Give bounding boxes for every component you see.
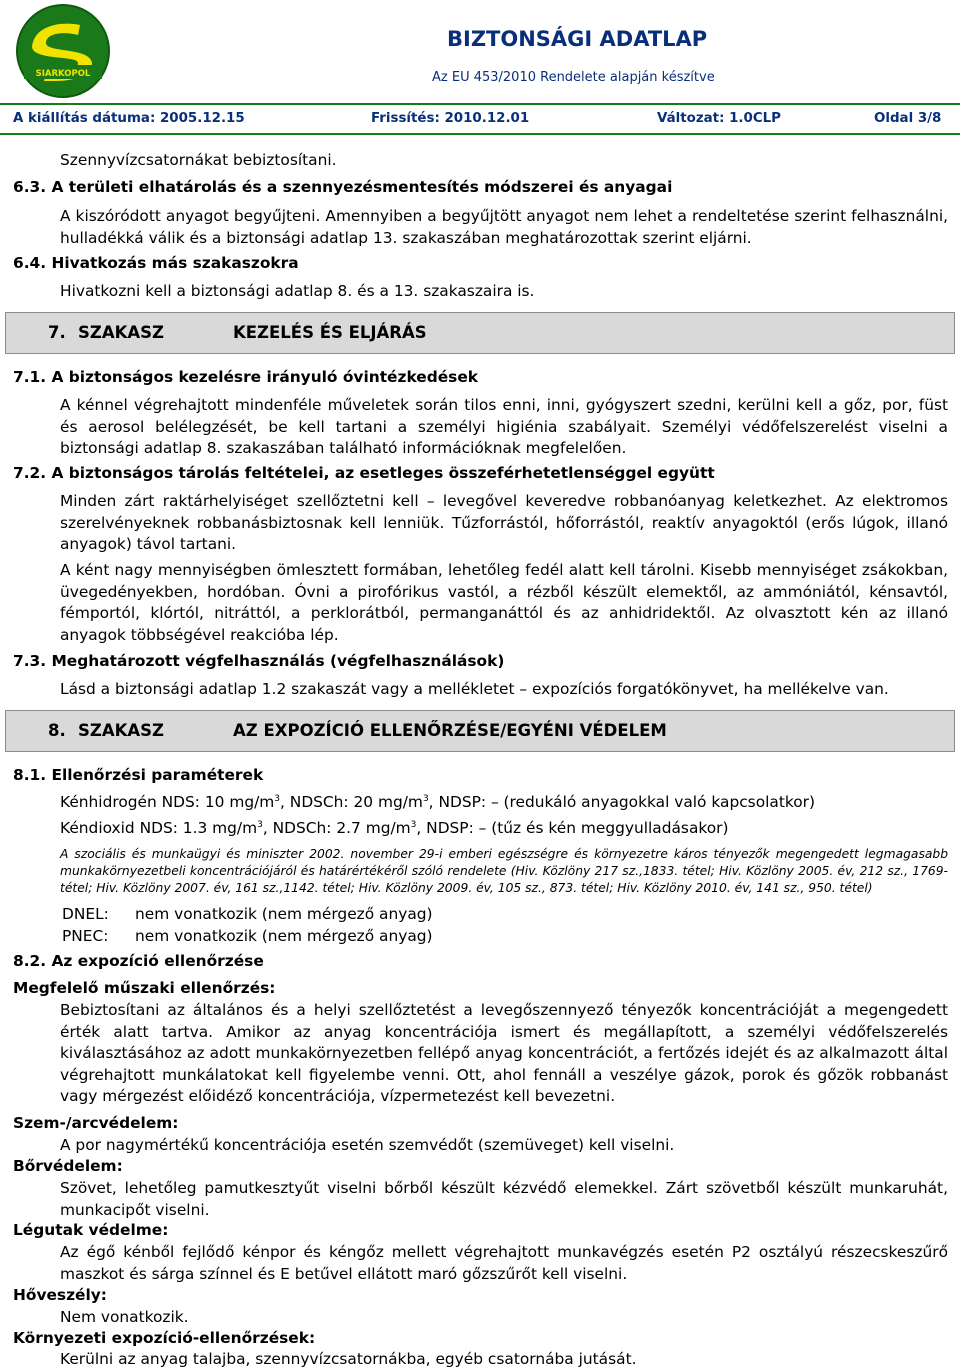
s72-heading: 7.2. A biztonságos tárolás feltételei, az esetleges összeférhetetlenséggel együtt xyxy=(13,464,715,482)
s64-heading: 6.4. Hivatkozás más szakaszokra xyxy=(13,254,299,272)
document-title: BIZTONSÁGI ADATLAP xyxy=(447,27,708,51)
svg-text:SIARKOPOL: SIARKOPOL xyxy=(35,69,91,79)
tech-control-text: Bebiztosítani az általános és a helyi szellőztetést a levegőszennyező tényezők koncentrációját a megengedett érték alatt tartva. Amikor az anyag koncentrációja ismert és megállapított, a személyi védőfelszerelés kiválasztásához az adott munkakörnyezetben fellépő anyag koncentrációt, a fertőzés idejét és az alkalmazott által végrehajtott munkálatokat kell figyelembe venni. Ott, ahol fennáll a veszélye gázok, porok és gőzök robbanást vagy mérgezést előidéző koncentrációja, vízpermetezést kell bevezetni. xyxy=(60,1001,948,1105)
eye-protection-heading: Szem-/arcvédelem: xyxy=(13,1114,179,1132)
section-8-label: SZAKASZ xyxy=(78,721,165,740)
s72-paragraph-1: Minden zárt raktárhelyiséget szellőztetni kell – levegővel keveredve robbanóanyag keletkezhet. Az elektromos szerelvényeknek robbanásbiztosnak kell lenniük. Tűzforrástól, hőforrástól, reaktív anyagoktól (erős lúgok, illanó anyagok) távol tartani. xyxy=(60,492,948,553)
section-7-number: 7. xyxy=(48,323,66,342)
s63-text: A kiszóródott anyagot begyűjteni. Amennyiben a begyűjtött anyagot nem lehet a rendeltetése szerint felhasználni, hulladékká válik és a biztonsági adatlap 13. szakaszában meghatározottak szerint eljárni. xyxy=(60,207,948,247)
section-7-label: SZAKASZ xyxy=(78,323,165,342)
header-divider-top xyxy=(0,103,960,105)
header-divider-bottom xyxy=(0,133,960,135)
pnec-value: nem vonatkozik (nem mérgező anyag) xyxy=(135,927,433,945)
pnec-label: PNEC: xyxy=(62,927,109,945)
company-logo xyxy=(4,3,122,99)
skin-protection-heading: Bőrvédelem: xyxy=(13,1157,123,1175)
issue-date: A kiállítás dátuma: 2005.12.15 xyxy=(13,111,245,126)
section-7-header xyxy=(5,312,955,354)
h2s-limits: Kénhidrogén NDS: 10 $mg/m^3$, NDSCh: 20 $mg/m^3$, NDSP: – (redukáló anyagokkal való kapcsolatkor) xyxy=(60,793,815,811)
tech-control-heading: Megfelelő műszaki ellenőrzés: xyxy=(13,979,276,997)
s6-continued-text: Szennyvízcsatornákat bebiztosítani. xyxy=(60,151,337,169)
env-exposure-text: Kerülni az anyag talajba, szennyvízcsatornákba, egyéb csatornába jutását. xyxy=(60,1350,637,1368)
s73-heading: 7.3. Meghatározott végfelhasználás (végfelhasználások) xyxy=(13,652,505,670)
section-8-number: 8. xyxy=(48,721,66,740)
s63-heading: 6.3. A területi elhatárolás és a szennyezésmentesítés módszerei és anyagai xyxy=(13,178,673,196)
legal-reference: A szociális és munkaügyi és miniszter 2002. november 29-i emberi egészségre és környezetre káros tényezők megengedett legmagasabb munkakörnyezetbeli koncentrációjáról és határértékéről szóló rendelete (Hiv. Közlöny 217 sz.,1833. tétel; Hiv. Közlöny 2005. év, 212 sz., 1769- tétel; Hiv. Közlöny 2007. év, 161 sz.,1142. tétel; Hiv. Közlöny 2009. év, 105 sz., 873. tétel; Hiv. Közlöny 2010. év, 141 sz., 950. tétel) xyxy=(60,847,948,895)
section-8-header xyxy=(5,710,955,752)
env-exposure-heading: Környezeti expozíció-ellenőrzések: xyxy=(13,1329,316,1347)
section-7-title: KEZELÉS ÉS ELJÁRÁS xyxy=(233,323,427,342)
s71-text: A kénnel végrehajtott mindenféle műveletek során tilos enni, inni, gyógyszert szedni, kerülni kell a gőz, por, füst és aerosol belélegzését, be kell tartani a személyi higiénia szabályait. Személyi védőfelszerelést viselni a biztonsági adatlap 8. szakaszában található információknak megfelelően. xyxy=(60,396,948,457)
respiratory-protection-heading: Légutak védelme: xyxy=(13,1221,169,1239)
revision-date: Frissítés: 2010.12.01 xyxy=(371,111,530,126)
so2-limits: Kéndioxid NDS: 1.3 $mg/m^3$, NDSCh: 2.7 $mg/m^3$, NDSP: – (tűz és kén meggyulladásakor) xyxy=(60,819,729,837)
version: Változat: 1.0CLP xyxy=(657,111,782,126)
s72-paragraph-2: A ként nagy mennyiségben ömlesztett formában, lehetőleg fedél alatt kell tárolni. Kisebb mennyiséget zsákokban, üvegedényekben, hordóban. Óvni a pirofórikus vastól, a rézből készült elemektől, az ammóniától, kénsavtól, fémportól, klórtól, nitráttól, a perklorátból, permanganáttól és az anhidridektől. Az olvasztott kén az illanó anyagok többségével reakcióba lép. xyxy=(60,561,948,644)
document-subtitle: Az EU 453/2010 Rendelete alapján készítve xyxy=(432,70,715,85)
thermal-hazard-text: Nem vonatkozik. xyxy=(60,1308,189,1326)
s71-heading: 7.1. A biztonságos kezelésre irányuló óvintézkedések xyxy=(13,368,478,386)
thermal-hazard-heading: Hőveszély: xyxy=(13,1286,107,1304)
section-8-title: AZ EXPOZÍCIÓ ELLENŐRZÉSE/EGYÉNI VÉDELEM xyxy=(233,721,667,740)
skin-protection-text: Szövet, lehetőleg pamutkesztyűt viselni bőrből készült kézvédő elemekkel. Zárt szövetből készült munkaruhát, munkacipőt viselni. xyxy=(60,1179,948,1219)
page-number: Oldal 3/8 xyxy=(874,111,942,126)
s82-heading: 8.2. Az expozíció ellenőrzése xyxy=(13,952,264,970)
dnel-label: DNEL: xyxy=(62,905,109,923)
s73-text: Lásd a biztonsági adatlap 1.2 szakaszát vagy a mellékletet – expozíciós forgatókönyvet, ha mellékelve van. xyxy=(60,680,889,698)
s64-text: Hivatkozni kell a biztonsági adatlap 8. és a 13. szakaszaira is. xyxy=(60,282,535,300)
respiratory-protection-text: Az égő kénből fejlődő kénpor és kéngőz mellett végrehajtott munkavégzés esetén P2 osztályú részecskeszűrő maszkot és sárga színnel és E betűvel ellátott maró gőzszűrőt kell viselni. xyxy=(60,1243,948,1283)
eye-protection-text: A por nagymértékű koncentrációja esetén szemvédőt (szemüveget) kell viselni. xyxy=(60,1136,675,1154)
dnel-value: nem vonatkozik (nem mérgező anyag) xyxy=(135,905,433,923)
s81-heading: 8.1. Ellenőrzési paraméterek xyxy=(13,766,264,784)
